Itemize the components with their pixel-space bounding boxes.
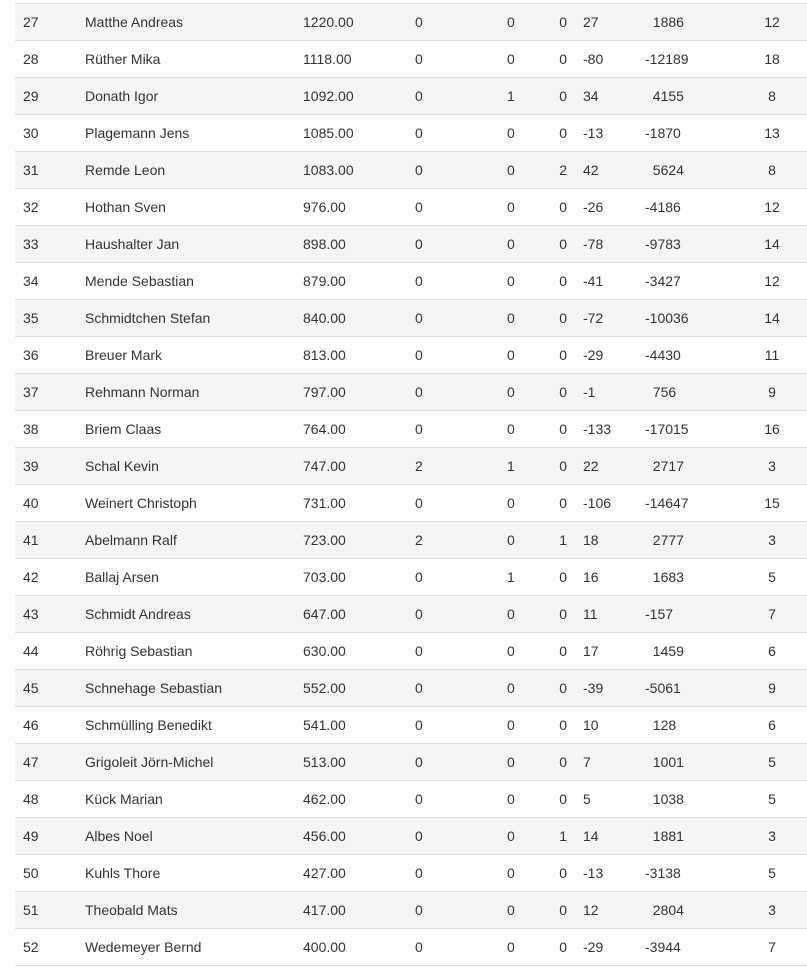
cell-value-1: 0: [407, 115, 499, 152]
cell-value-6: 8: [737, 152, 807, 189]
cell-value-2: 0: [499, 189, 548, 226]
cell-rank: 46: [15, 707, 77, 744]
cell-value-6: 13: [737, 115, 807, 152]
cell-value-3: 0: [548, 707, 575, 744]
cell-value-5: -157: [637, 596, 737, 633]
cell-value-1: 0: [407, 41, 499, 78]
cell-value-2: 0: [499, 781, 548, 818]
table-row: [15, 670, 807, 707]
cell-value-5: 1886: [637, 4, 737, 41]
cell-value-4: -26: [575, 189, 637, 226]
cell-value-5: -1870: [637, 115, 737, 152]
cell-value-3: 0: [548, 892, 575, 929]
table-row: [15, 818, 807, 855]
cell-value-4: 42: [575, 152, 637, 189]
table-row: [15, 522, 807, 559]
cell-value-5: -3944: [637, 929, 737, 966]
cell-value-3: 0: [548, 189, 575, 226]
cell-value-2: 0: [499, 226, 548, 263]
cell-value-4: 14: [575, 818, 637, 855]
cell-value-2: 1: [499, 448, 548, 485]
cell-name: Remde Leon: [77, 152, 295, 189]
cell-value-3: 0: [548, 300, 575, 337]
cell-rank: 42: [15, 559, 77, 596]
cell-value-6: 3: [737, 522, 807, 559]
cell-value-2: 0: [499, 744, 548, 781]
cell-value-1: 0: [407, 485, 499, 522]
cell-value-1: 2: [407, 522, 499, 559]
cell-points: 879.00: [295, 263, 407, 300]
cell-value-5: -12189: [637, 41, 737, 78]
cell-value-5: 5624: [637, 152, 737, 189]
table-row: [15, 929, 807, 966]
cell-value-3: 2: [548, 152, 575, 189]
cell-value-6: 5: [737, 781, 807, 818]
cell-value-5: -4186: [637, 189, 737, 226]
cell-points: 541.00: [295, 707, 407, 744]
table-row: [15, 633, 807, 670]
cell-value-2: 0: [499, 522, 548, 559]
table-row: [15, 115, 807, 152]
cell-value-5: -3138: [637, 855, 737, 892]
cell-value-6: 14: [737, 300, 807, 337]
cell-points: 898.00: [295, 226, 407, 263]
cell-points: 1083.00: [295, 152, 407, 189]
cell-value-6: 16: [737, 411, 807, 448]
cell-value-4: -29: [575, 337, 637, 374]
cell-value-6: 9: [737, 670, 807, 707]
cell-value-6: 12: [737, 263, 807, 300]
table-row: [15, 411, 807, 448]
cell-value-3: 0: [548, 226, 575, 263]
cell-value-6: 6: [737, 633, 807, 670]
cell-value-2: 0: [499, 263, 548, 300]
cell-rank: 36: [15, 337, 77, 374]
cell-value-6: 6: [737, 707, 807, 744]
cell-value-6: 12: [737, 189, 807, 226]
cell-value-4: -41: [575, 263, 637, 300]
cell-value-2: 0: [499, 633, 548, 670]
cell-points: 797.00: [295, 374, 407, 411]
cell-value-4: -1: [575, 374, 637, 411]
cell-value-4: -13: [575, 855, 637, 892]
cell-value-3: 0: [548, 781, 575, 818]
table-row: [15, 189, 807, 226]
table-row: [15, 41, 807, 78]
cell-value-5: -17015: [637, 411, 737, 448]
cell-points: 731.00: [295, 485, 407, 522]
cell-value-3: 0: [548, 41, 575, 78]
cell-rank: 38: [15, 411, 77, 448]
cell-points: 764.00: [295, 411, 407, 448]
cell-value-6: 11: [737, 337, 807, 374]
cell-value-2: 0: [499, 670, 548, 707]
cell-value-1: 0: [407, 892, 499, 929]
cell-rank: 41: [15, 522, 77, 559]
table-row: [15, 337, 807, 374]
cell-value-6: 3: [737, 448, 807, 485]
cell-points: 513.00: [295, 744, 407, 781]
cell-value-5: 1683: [637, 559, 737, 596]
cell-rank: 28: [15, 41, 77, 78]
cell-value-3: 0: [548, 337, 575, 374]
cell-value-1: 0: [407, 818, 499, 855]
cell-name: Weinert Christoph: [77, 485, 295, 522]
cell-value-1: 0: [407, 226, 499, 263]
cell-name: Schmidtchen Stefan: [77, 300, 295, 337]
cell-value-2: 0: [499, 152, 548, 189]
cell-rank: 43: [15, 596, 77, 633]
cell-name: Rehmann Norman: [77, 374, 295, 411]
cell-rank: 48: [15, 781, 77, 818]
cell-value-3: 0: [548, 596, 575, 633]
cell-value-3: 0: [548, 633, 575, 670]
cell-value-3: 0: [548, 411, 575, 448]
table-row: [15, 226, 807, 263]
cell-rank: 32: [15, 189, 77, 226]
cell-rank: 35: [15, 300, 77, 337]
cell-value-5: -9783: [637, 226, 737, 263]
cell-rank: 40: [15, 485, 77, 522]
cell-value-1: 0: [407, 337, 499, 374]
cell-value-3: 0: [548, 670, 575, 707]
cell-value-2: 0: [499, 115, 548, 152]
cell-points: 1220.00: [295, 4, 407, 41]
cell-rank: 30: [15, 115, 77, 152]
cell-value-2: 0: [499, 855, 548, 892]
cell-value-4: 18: [575, 522, 637, 559]
cell-value-5: 2804: [637, 892, 737, 929]
cell-value-1: 0: [407, 929, 499, 966]
table-row: [15, 707, 807, 744]
cell-rank: 45: [15, 670, 77, 707]
cell-points: 813.00: [295, 337, 407, 374]
cell-value-1: 2: [407, 448, 499, 485]
cell-name: Ballaj Arsen: [77, 559, 295, 596]
cell-name: Haushalter Jan: [77, 226, 295, 263]
cell-value-1: 0: [407, 78, 499, 115]
cell-value-2: 0: [499, 818, 548, 855]
cell-value-4: -106: [575, 485, 637, 522]
cell-value-6: 7: [737, 596, 807, 633]
cell-points: 747.00: [295, 448, 407, 485]
cell-points: 1118.00: [295, 41, 407, 78]
cell-value-1: 0: [407, 189, 499, 226]
cell-name: Plagemann Jens: [77, 115, 295, 152]
cell-value-1: 0: [407, 559, 499, 596]
cell-value-4: -80: [575, 41, 637, 78]
cell-value-5: 1459: [637, 633, 737, 670]
cell-value-2: 0: [499, 337, 548, 374]
cell-rank: 27: [15, 4, 77, 41]
cell-value-6: 5: [737, 855, 807, 892]
cell-value-1: 0: [407, 781, 499, 818]
ranking-table-container: [15, 3, 807, 966]
cell-value-1: 0: [407, 596, 499, 633]
cell-name: Schal Kevin: [77, 448, 295, 485]
cell-value-1: 0: [407, 152, 499, 189]
cell-value-6: 18: [737, 41, 807, 78]
cell-value-1: 0: [407, 374, 499, 411]
cell-value-5: -3427: [637, 263, 737, 300]
table-row: [15, 448, 807, 485]
cell-points: 552.00: [295, 670, 407, 707]
cell-rank: 37: [15, 374, 77, 411]
cell-value-1: 0: [407, 633, 499, 670]
cell-value-2: 0: [499, 41, 548, 78]
cell-value-5: 1001: [637, 744, 737, 781]
table-row: [15, 781, 807, 818]
cell-value-3: 0: [548, 374, 575, 411]
cell-value-6: 14: [737, 226, 807, 263]
cell-value-4: 27: [575, 4, 637, 41]
cell-rank: 33: [15, 226, 77, 263]
cell-value-1: 0: [407, 670, 499, 707]
cell-value-2: 0: [499, 929, 548, 966]
cell-rank: 47: [15, 744, 77, 781]
cell-name: Albes Noel: [77, 818, 295, 855]
cell-value-1: 0: [407, 855, 499, 892]
cell-value-3: 0: [548, 263, 575, 300]
cell-value-3: 0: [548, 929, 575, 966]
cell-rank: 39: [15, 448, 77, 485]
cell-name: Rüther Mika: [77, 41, 295, 78]
cell-value-2: 0: [499, 485, 548, 522]
cell-name: Breuer Mark: [77, 337, 295, 374]
cell-name: Kück Marian: [77, 781, 295, 818]
cell-value-3: 0: [548, 485, 575, 522]
cell-name: Schmülling Benedikt: [77, 707, 295, 744]
cell-value-6: 5: [737, 744, 807, 781]
cell-value-3: 1: [548, 818, 575, 855]
cell-value-3: 0: [548, 4, 575, 41]
cell-value-6: 15: [737, 485, 807, 522]
table-row: [15, 263, 807, 300]
cell-value-4: 11: [575, 596, 637, 633]
table-row: [15, 152, 807, 189]
cell-rank: 49: [15, 818, 77, 855]
cell-name: Hothan Sven: [77, 189, 295, 226]
cell-rank: 50: [15, 855, 77, 892]
cell-value-3: 0: [548, 115, 575, 152]
cell-value-3: 0: [548, 78, 575, 115]
cell-points: 400.00: [295, 929, 407, 966]
cell-rank: 51: [15, 892, 77, 929]
table-row: [15, 596, 807, 633]
table-row: [15, 855, 807, 892]
cell-value-2: 0: [499, 300, 548, 337]
cell-name: Donath Igor: [77, 78, 295, 115]
cell-name: Grigoleit Jörn-Michel: [77, 744, 295, 781]
table-row: [15, 4, 807, 41]
cell-value-2: 1: [499, 78, 548, 115]
cell-value-2: 1: [499, 559, 548, 596]
cell-value-4: 16: [575, 559, 637, 596]
cell-points: 630.00: [295, 633, 407, 670]
table-row: [15, 485, 807, 522]
cell-value-4: -13: [575, 115, 637, 152]
cell-name: Matthe Andreas: [77, 4, 295, 41]
cell-points: 976.00: [295, 189, 407, 226]
cell-value-6: 7: [737, 929, 807, 966]
cell-value-4: 34: [575, 78, 637, 115]
cell-value-6: 8: [737, 78, 807, 115]
cell-value-4: -39: [575, 670, 637, 707]
cell-value-4: 22: [575, 448, 637, 485]
table-row: [15, 744, 807, 781]
cell-name: Kuhls Thore: [77, 855, 295, 892]
cell-value-5: -14647: [637, 485, 737, 522]
cell-points: 456.00: [295, 818, 407, 855]
cell-value-2: 0: [499, 596, 548, 633]
cell-value-1: 0: [407, 744, 499, 781]
cell-value-4: 5: [575, 781, 637, 818]
cell-value-3: 1: [548, 522, 575, 559]
cell-value-3: 0: [548, 855, 575, 892]
cell-points: 1092.00: [295, 78, 407, 115]
cell-value-1: 0: [407, 263, 499, 300]
cell-value-4: 10: [575, 707, 637, 744]
cell-value-4: 12: [575, 892, 637, 929]
cell-value-3: 0: [548, 559, 575, 596]
cell-value-5: -10036: [637, 300, 737, 337]
cell-value-4: -133: [575, 411, 637, 448]
cell-value-4: -72: [575, 300, 637, 337]
cell-name: Theobald Mats: [77, 892, 295, 929]
cell-value-5: 2717: [637, 448, 737, 485]
cell-value-3: 0: [548, 744, 575, 781]
cell-value-5: 128: [637, 707, 737, 744]
cell-value-4: 7: [575, 744, 637, 781]
cell-value-5: 4155: [637, 78, 737, 115]
table-row: [15, 559, 807, 596]
cell-rank: 31: [15, 152, 77, 189]
cell-points: 723.00: [295, 522, 407, 559]
cell-value-6: 12: [737, 4, 807, 41]
cell-points: 647.00: [295, 596, 407, 633]
cell-name: Abelmann Ralf: [77, 522, 295, 559]
cell-name: Wedemeyer Bernd: [77, 929, 295, 966]
cell-value-5: 756: [637, 374, 737, 411]
cell-rank: 29: [15, 78, 77, 115]
table-row: [15, 78, 807, 115]
cell-value-5: 1881: [637, 818, 737, 855]
cell-points: 703.00: [295, 559, 407, 596]
cell-value-1: 0: [407, 300, 499, 337]
cell-value-2: 0: [499, 374, 548, 411]
cell-value-5: -5061: [637, 670, 737, 707]
cell-points: 462.00: [295, 781, 407, 818]
cell-rank: 52: [15, 929, 77, 966]
cell-value-5: -4430: [637, 337, 737, 374]
ranking-table: [15, 3, 807, 966]
cell-rank: 44: [15, 633, 77, 670]
table-row: [15, 374, 807, 411]
table-row: [15, 892, 807, 929]
table-row: [15, 300, 807, 337]
cell-value-1: 0: [407, 4, 499, 41]
cell-points: 1085.00: [295, 115, 407, 152]
cell-value-3: 0: [548, 448, 575, 485]
cell-value-4: -29: [575, 929, 637, 966]
cell-value-1: 0: [407, 411, 499, 448]
cell-name: Mende Sebastian: [77, 263, 295, 300]
cell-value-2: 0: [499, 707, 548, 744]
cell-name: Schnehage Sebastian: [77, 670, 295, 707]
cell-name: Röhrig Sebastian: [77, 633, 295, 670]
cell-points: 427.00: [295, 855, 407, 892]
cell-value-2: 0: [499, 411, 548, 448]
cell-value-6: 5: [737, 559, 807, 596]
cell-value-5: 1038: [637, 781, 737, 818]
cell-value-2: 0: [499, 4, 548, 41]
cell-value-6: 9: [737, 374, 807, 411]
cell-value-6: 3: [737, 892, 807, 929]
cell-points: 417.00: [295, 892, 407, 929]
cell-value-5: 2777: [637, 522, 737, 559]
cell-points: 840.00: [295, 300, 407, 337]
cell-value-6: 3: [737, 818, 807, 855]
cell-value-1: 0: [407, 707, 499, 744]
cell-value-4: 17: [575, 633, 637, 670]
cell-rank: 34: [15, 263, 77, 300]
cell-name: Schmidt Andreas: [77, 596, 295, 633]
cell-value-2: 0: [499, 892, 548, 929]
cell-value-4: -78: [575, 226, 637, 263]
cell-name: Briem Claas: [77, 411, 295, 448]
